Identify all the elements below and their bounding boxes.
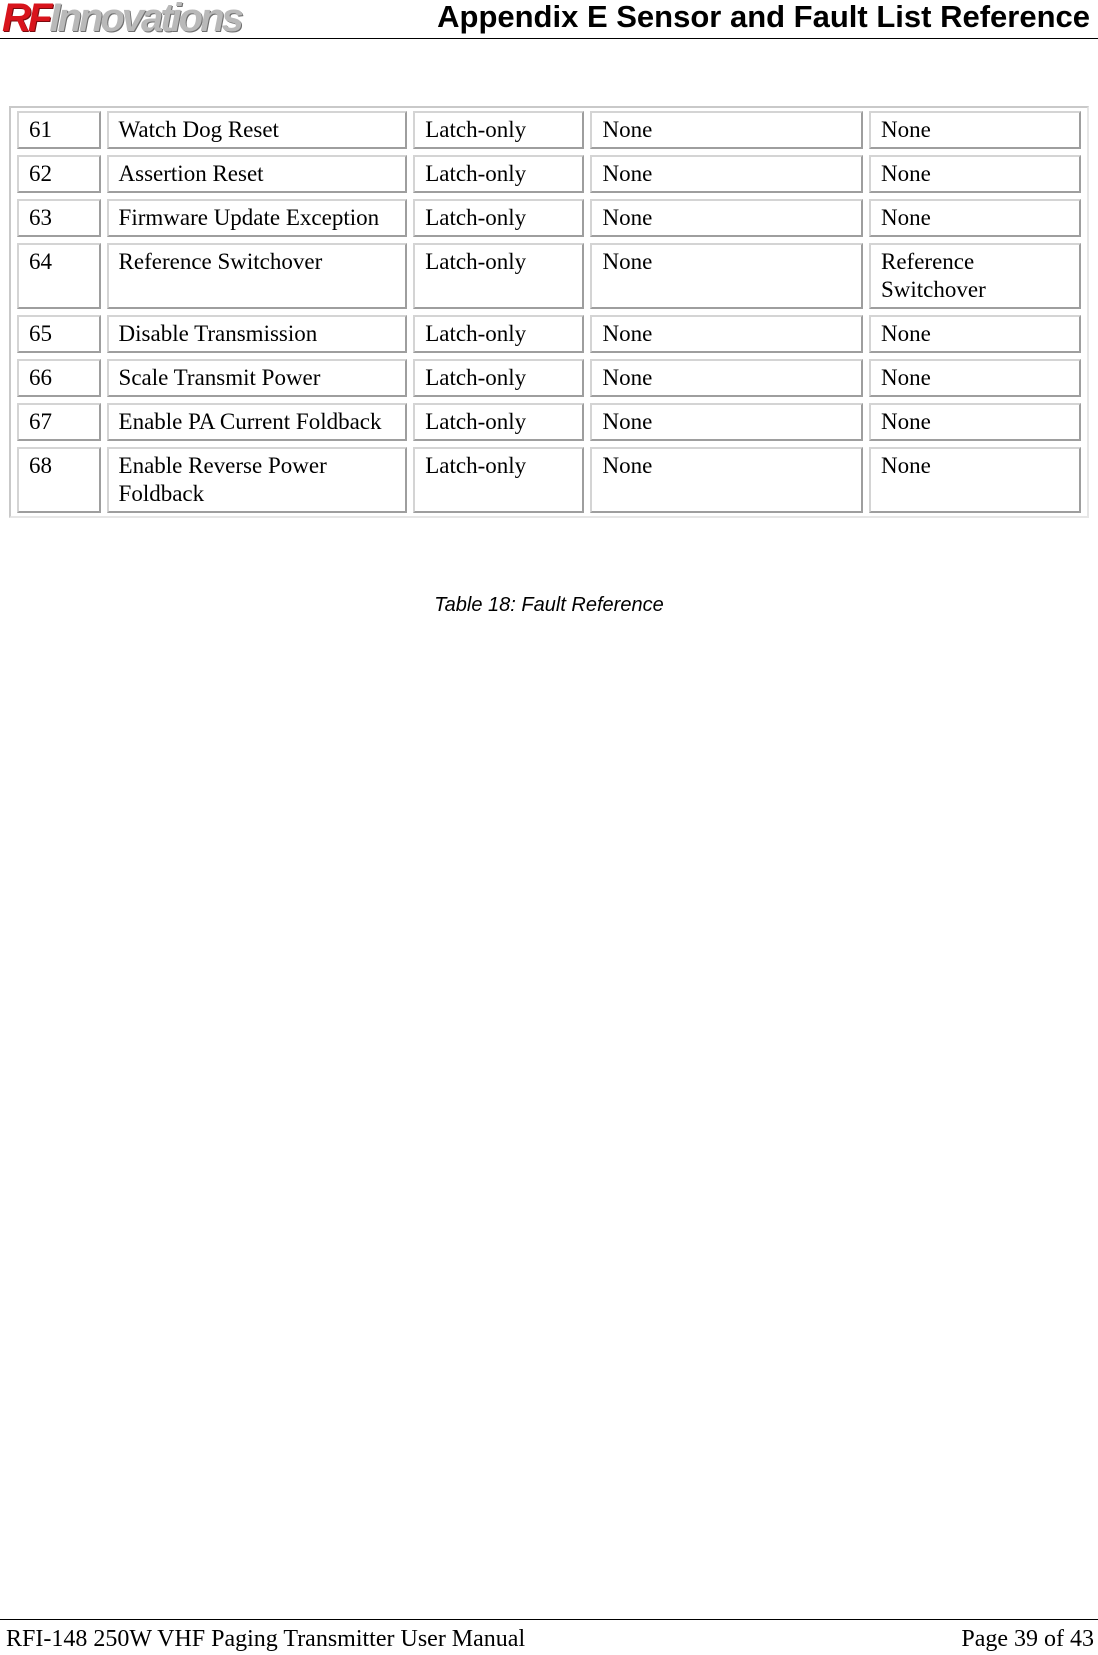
fault-name-cell: Watch Dog Reset [107,111,408,149]
fault-id-cell: 68 [17,447,101,513]
fault-col5-cell: None [869,111,1081,149]
manual-title: RFI-148 250W VHF Paging Transmitter User Manual [6,1626,526,1652]
table-row [17,111,1081,149]
fault-col5-cell: None [869,155,1081,193]
fault-type-cell: Latch-only [413,447,584,513]
fault-id-cell: 65 [17,315,101,353]
fault-type-cell: Latch-only [413,111,584,149]
fault-table [11,105,1087,519]
fault-type-cell: Latch-only [413,315,584,353]
table-row [17,403,1081,441]
table-row [17,359,1081,397]
fault-type-cell: Latch-only [413,359,584,397]
table-row [17,315,1081,353]
fault-name-cell: Scale Transmit Power [107,359,408,397]
fault-type-cell: Latch-only [413,403,584,441]
table-row [17,155,1081,193]
fault-col5-cell: None [869,447,1081,513]
fault-type-cell: Latch-only [413,155,584,193]
fault-id-cell: 64 [17,243,101,309]
logo-rf-text: RF [2,0,50,40]
fault-col5-cell: Reference Switchover [869,243,1081,309]
fault-col5-cell: None [869,359,1081,397]
table-row [17,243,1081,309]
logo-innovations-text: Innovations [49,0,241,40]
fault-col4-cell: None [590,199,863,237]
fault-col4-cell: None [590,447,863,513]
table-caption: Table 18: Fault Reference [434,594,664,616]
fault-col4-cell: None [590,315,863,353]
table-row [17,447,1081,513]
fault-id-cell: 61 [17,111,101,149]
fault-col4-cell: None [590,111,863,149]
fault-col5-cell: None [869,315,1081,353]
fault-col4-cell: None [590,403,863,441]
fault-table-frame [9,106,1089,518]
fault-type-cell: Latch-only [413,243,584,309]
fault-id-cell: 66 [17,359,101,397]
page-footer [0,1619,1098,1655]
fault-name-cell: Enable Reverse Power Foldback [107,447,408,513]
fault-name-cell: Firmware Update Exception [107,199,408,237]
fault-id-cell: 63 [17,199,101,237]
fault-col4-cell: None [590,359,863,397]
rf-innovations-logo [2,0,241,40]
fault-name-cell: Disable Transmission [107,315,408,353]
fault-name-cell: Enable PA Current Foldback [107,403,408,441]
table-row [17,199,1081,237]
page-number: Page 39 of 43 [961,1626,1094,1652]
fault-type-cell: Latch-only [413,199,584,237]
fault-col4-cell: None [590,155,863,193]
fault-col4-cell: None [590,243,863,309]
page-header [0,0,1098,39]
fault-col5-cell: None [869,199,1081,237]
fault-name-cell: Assertion Reset [107,155,408,193]
fault-id-cell: 67 [17,403,101,441]
fault-col5-cell: None [869,403,1081,441]
page-title: Appendix E Sensor and Fault List Reference [437,0,1090,34]
fault-name-cell: Reference Switchover [107,243,408,309]
fault-id-cell: 62 [17,155,101,193]
